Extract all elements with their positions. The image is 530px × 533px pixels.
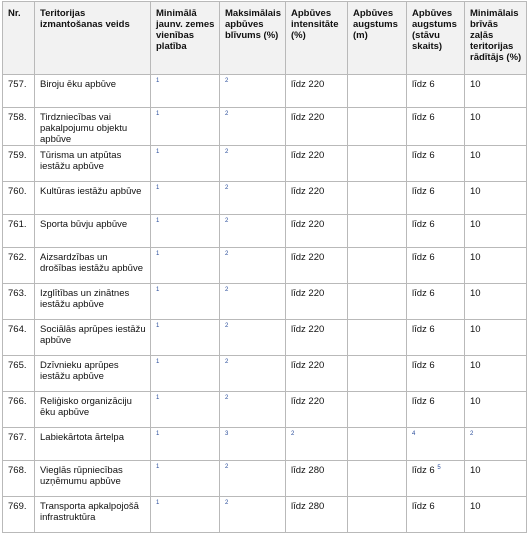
height-floors: līdz 6	[412, 150, 435, 161]
min-green-area: 10	[465, 146, 527, 182]
row-number: 765.	[3, 356, 35, 392]
row-number: 769.	[3, 497, 35, 533]
column-header-height-m: Apbūves augstums (m)	[348, 2, 407, 75]
use-type: Dzīvnieku aprūpes iestāžu apbūve	[35, 356, 151, 392]
footnote-ref[interactable]: 1	[156, 185, 160, 191]
height-floors-cell	[407, 108, 465, 146]
max-density-cell	[220, 215, 286, 248]
min-plot-area-cell	[151, 497, 220, 533]
use-type: Sociālās aprūpes iestāžu apbūve	[35, 320, 151, 356]
table-row	[3, 461, 527, 497]
row-number: 766.	[3, 392, 35, 428]
min-green-area: 10	[465, 284, 527, 320]
footnote-ref[interactable]: 1	[156, 500, 160, 506]
footnote-ref[interactable]: 2	[225, 111, 229, 117]
intensity: līdz 220	[286, 392, 348, 428]
footnote-ref[interactable]: 1	[156, 149, 160, 155]
height-m	[348, 75, 407, 108]
height-floors-cell	[407, 146, 465, 182]
min-green-area: 10	[465, 356, 527, 392]
height-m	[348, 146, 407, 182]
table-row	[3, 215, 527, 248]
height-m	[348, 248, 407, 284]
height-floors: līdz 6	[412, 465, 435, 476]
use-type: Kultūras iestāžu apbūve	[35, 182, 151, 215]
height-m	[348, 461, 407, 497]
height-m	[348, 320, 407, 356]
max-density-cell	[220, 428, 286, 461]
row-number: 767.	[3, 428, 35, 461]
height-m	[348, 428, 407, 461]
min-plot-area-cell	[151, 392, 220, 428]
min-green-area: 10	[465, 75, 527, 108]
height-floors-cell	[407, 320, 465, 356]
intensity: līdz 220	[286, 284, 348, 320]
column-header-max-density: Maksimālais apbūves blīvums (%)	[220, 2, 286, 75]
min-plot-area-cell	[151, 284, 220, 320]
height-floors: līdz 6	[412, 112, 435, 123]
height-floors: līdz 6	[412, 501, 435, 512]
max-density-cell	[220, 497, 286, 533]
footnote-ref[interactable]: 4	[412, 431, 416, 437]
height-floors: līdz 6	[412, 396, 435, 407]
height-floors: līdz 6	[412, 324, 435, 335]
table-row	[3, 182, 527, 215]
height-m	[348, 284, 407, 320]
intensity: līdz 280	[286, 497, 348, 533]
table-row	[3, 392, 527, 428]
footnote-ref[interactable]: 1	[156, 359, 160, 365]
footnote-ref[interactable]: 1	[156, 431, 160, 437]
min-plot-area-cell	[151, 248, 220, 284]
height-m	[348, 497, 407, 533]
max-density-cell	[220, 284, 286, 320]
intensity: līdz 220	[286, 356, 348, 392]
table-row	[3, 75, 527, 108]
min-green-area: 10	[465, 108, 527, 146]
footnote-ref[interactable]: 2	[291, 431, 295, 437]
row-number: 760.	[3, 182, 35, 215]
min-green-area: 10	[465, 461, 527, 497]
intensity: līdz 220	[286, 215, 348, 248]
height-floors: līdz 6	[412, 79, 435, 90]
height-floors-cell	[407, 75, 465, 108]
column-header-min-plot-area: Minimālā jaunv. zemes vienības platība	[151, 2, 220, 75]
table-row	[3, 356, 527, 392]
use-type: Aizsardzības un drošības iestāžu apbūve	[35, 248, 151, 284]
row-number: 759.	[3, 146, 35, 182]
min-green-area: 10	[465, 497, 527, 533]
min-green-area: 10	[465, 320, 527, 356]
footnote-ref[interactable]: 3	[225, 431, 229, 437]
table-row	[3, 497, 527, 533]
height-m	[348, 392, 407, 428]
table-row	[3, 108, 527, 146]
footnote-ref[interactable]: 1	[156, 251, 160, 257]
max-density-cell	[220, 108, 286, 146]
footnote-ref[interactable]: 2	[225, 500, 229, 506]
height-floors-cell	[407, 284, 465, 320]
height-m	[348, 108, 407, 146]
max-density-cell	[220, 146, 286, 182]
intensity: līdz 220	[286, 320, 348, 356]
footnote-ref[interactable]: 1	[156, 464, 160, 470]
row-number: 763.	[3, 284, 35, 320]
use-type: Tūrisma un atpūtas iestāžu apbūve	[35, 146, 151, 182]
min-green-area: 10	[465, 182, 527, 215]
height-floors-cell	[407, 356, 465, 392]
use-type: Transporta apkalpojošā infrastruktūra	[35, 497, 151, 533]
footnote-ref[interactable]: 1	[156, 323, 160, 329]
min-green-area-cell	[465, 428, 527, 461]
min-green-area: 10	[465, 248, 527, 284]
max-density-cell	[220, 182, 286, 215]
height-floors-cell	[407, 392, 465, 428]
intensity: līdz 220	[286, 182, 348, 215]
footnote-ref[interactable]: 2	[470, 431, 474, 437]
height-floors: līdz 6	[412, 186, 435, 197]
height-floors-cell	[407, 497, 465, 533]
height-floors-cell	[407, 248, 465, 284]
use-type: Biroju ēku apbūve	[35, 75, 151, 108]
footnote-ref[interactable]: 2	[225, 464, 229, 470]
footnote-ref[interactable]: 2	[225, 287, 229, 293]
min-plot-area-cell	[151, 461, 220, 497]
height-floors: līdz 6	[412, 288, 435, 299]
use-type: Tirdzniecības vai pakalpojumu objektu apbūve	[35, 108, 151, 146]
use-type: Sporta būvju apbūve	[35, 215, 151, 248]
table-row	[3, 284, 527, 320]
use-type: Reliģisko organizāciju ēku apbūve	[35, 392, 151, 428]
max-density-cell	[220, 461, 286, 497]
table-row	[3, 146, 527, 182]
column-header-intensity: Apbūves intensitāte (%)	[286, 2, 348, 75]
height-floors-cell	[407, 182, 465, 215]
height-floors-cell	[407, 428, 465, 461]
footnote-ref[interactable]: 2	[225, 218, 229, 224]
row-number: 762.	[3, 248, 35, 284]
min-plot-area-cell	[151, 356, 220, 392]
zoning-regulations-table	[2, 1, 527, 533]
footnote-ref[interactable]: 2	[225, 185, 229, 191]
min-plot-area-cell	[151, 182, 220, 215]
footnote-ref[interactable]: 2	[225, 78, 229, 84]
intensity: līdz 220	[286, 146, 348, 182]
intensity: līdz 220	[286, 75, 348, 108]
min-plot-area-cell	[151, 75, 220, 108]
height-m	[348, 215, 407, 248]
intensity: līdz 220	[286, 108, 348, 146]
min-plot-area-cell	[151, 320, 220, 356]
column-header-use-type: Teritorijas izmantošanas veids	[35, 2, 151, 75]
row-number: 768.	[3, 461, 35, 497]
footnote-ref[interactable]: 2	[225, 149, 229, 155]
table-row	[3, 320, 527, 356]
footnote-ref[interactable]: 2	[225, 395, 229, 401]
use-type: Vieglās rūpniecības uzņēmumu apbūve	[35, 461, 151, 497]
height-floors-cell	[407, 215, 465, 248]
height-floors-cell	[407, 461, 465, 497]
footnote-ref[interactable]: 2	[225, 359, 229, 365]
min-plot-area-cell	[151, 215, 220, 248]
footnote-ref[interactable]: 2	[225, 251, 229, 257]
intensity: līdz 220	[286, 248, 348, 284]
row-number: 764.	[3, 320, 35, 356]
max-density-cell	[220, 75, 286, 108]
intensity: līdz 280	[286, 461, 348, 497]
min-plot-area-cell	[151, 108, 220, 146]
height-m	[348, 182, 407, 215]
max-density-cell	[220, 392, 286, 428]
max-density-cell	[220, 356, 286, 392]
height-floors: līdz 6	[412, 252, 435, 263]
max-density-cell	[220, 320, 286, 356]
column-header-height-floors: Apbūves augstums (stāvu skaits)	[407, 2, 465, 75]
footnote-ref[interactable]: 1	[156, 111, 160, 117]
footnote-ref[interactable]: 1	[156, 395, 160, 401]
row-number: 757.	[3, 75, 35, 108]
intensity-cell	[286, 428, 348, 461]
min-plot-area-cell	[151, 146, 220, 182]
table-row	[3, 248, 527, 284]
max-density-cell	[220, 248, 286, 284]
height-floors: līdz 6	[412, 360, 435, 371]
row-number: 761.	[3, 215, 35, 248]
table-row	[3, 428, 527, 461]
row-number: 758.	[3, 108, 35, 146]
min-green-area: 10	[465, 392, 527, 428]
footnote-ref[interactable]: 5	[437, 465, 441, 471]
column-header-nr: Nr.	[3, 2, 35, 75]
column-header-min-green-area: Minimālais brīvās zaļās teritorijas rādītājs (%)	[465, 2, 527, 75]
footnote-ref[interactable]: 1	[156, 218, 160, 224]
height-floors: līdz 6	[412, 219, 435, 230]
footnote-ref[interactable]: 1	[156, 287, 160, 293]
min-plot-area-cell	[151, 428, 220, 461]
use-type: Izglītības un zinātnes iestāžu apbūve	[35, 284, 151, 320]
height-m	[348, 356, 407, 392]
footnote-ref[interactable]: 2	[225, 323, 229, 329]
min-green-area: 10	[465, 215, 527, 248]
use-type: Labiekārtota ārtelpa	[35, 428, 151, 461]
footnote-ref[interactable]: 1	[156, 78, 160, 84]
table-header-row	[3, 2, 527, 75]
